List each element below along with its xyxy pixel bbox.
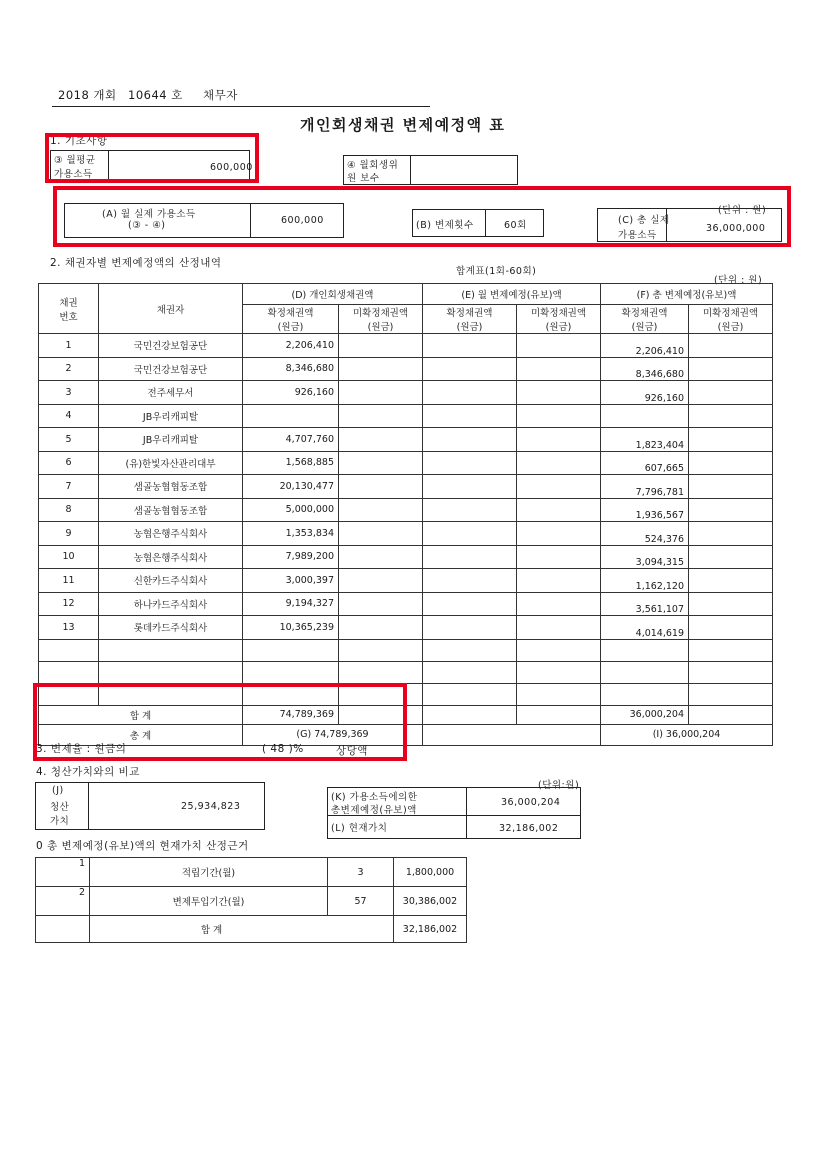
creditor-row: [39, 498, 773, 522]
unconfirmed-claim: [339, 522, 423, 546]
total-unconfirmed: [689, 404, 773, 428]
creditor-row: [39, 475, 773, 499]
creditor-no: 5: [39, 428, 99, 452]
creditor-no: 2: [39, 357, 99, 381]
creditor-name: 하나카드주식회사: [99, 592, 243, 616]
total-confirmed: 926,160: [601, 381, 689, 405]
repayment-rate: ( 48 )%: [262, 743, 304, 755]
sum-d-value: 74,789,369: [243, 705, 339, 724]
monthly-confirmed: [423, 381, 517, 405]
confirmed-claim: [243, 404, 339, 428]
col-f-header: (F) 총 변제예정(유보)액: [601, 284, 773, 305]
confirmed-claim: 4,707,760: [243, 428, 339, 452]
total-unconfirmed: [689, 522, 773, 546]
total-confirmed: 1,936,567: [601, 498, 689, 522]
trustee-fee-label: ④ 월회생위: [347, 160, 399, 171]
creditor-no: 12: [39, 592, 99, 616]
sum-f-value: 36,000,204: [601, 705, 689, 724]
header-underline: [52, 106, 430, 107]
creditor-row: [39, 522, 773, 546]
confirmed-claim: 2,206,410: [243, 334, 339, 358]
total-unconfirmed: [689, 428, 773, 452]
confirmed-claim: 9,194,327: [243, 592, 339, 616]
year-label: 2018 개회: [58, 88, 117, 102]
section2-subtitle: 합계표(1회-60회): [456, 266, 537, 277]
monthly-unconfirmed: [517, 498, 601, 522]
monthly-unconfirmed: [517, 428, 601, 452]
unconfirmed-claim: [339, 545, 423, 569]
unconfirmed-claim: [339, 569, 423, 593]
creditor-no: 8: [39, 498, 99, 522]
monthly-confirmed: [423, 334, 517, 358]
creditor-no: 9: [39, 522, 99, 546]
pv-sum-label: 합 계: [90, 916, 394, 943]
sub-header-confirmed: 확정채권액 (원금): [243, 305, 339, 334]
l-value: 32,186,002: [499, 823, 559, 834]
creditor-row: [39, 451, 773, 475]
a-label-2: (③ - ④): [128, 220, 166, 231]
confirmed-claim: 8,346,680: [243, 357, 339, 381]
creditor-row: [39, 428, 773, 452]
total-unconfirmed: [689, 545, 773, 569]
pv-sum-value: 32,186,002: [394, 916, 467, 943]
sub-header-unconfirmed: 미확정채권액 (원금): [517, 305, 601, 334]
creditor-name: 국민건강보험공단: [99, 334, 243, 358]
total-confirmed: 2,206,410: [601, 334, 689, 358]
sub-header-unconfirmed: 미확정채권액 (원금): [339, 305, 423, 334]
creditor-name: 농협은행주식회사: [99, 545, 243, 569]
creditor-row: [39, 592, 773, 616]
confirmed-claim: 7,989,200: [243, 545, 339, 569]
creditor-name: 전주세무서: [99, 381, 243, 405]
unconfirmed-claim: [339, 357, 423, 381]
total-confirmed: 4,014,619: [601, 616, 689, 640]
sum-label: 합 계: [39, 705, 243, 724]
k-value: 36,000,204: [501, 797, 561, 808]
unconfirmed-claim: [339, 616, 423, 640]
monthly-unconfirmed: [517, 404, 601, 428]
confirmed-claim: 10,365,239: [243, 616, 339, 640]
k-label: (K) 가용소득에의한: [331, 792, 418, 803]
monthly-unconfirmed: [517, 545, 601, 569]
creditor-no: 1: [39, 334, 99, 358]
case-number: 10644 호: [128, 88, 183, 102]
c-label: (C) 총 실제: [618, 215, 670, 226]
monthly-confirmed: [423, 475, 517, 499]
creditor-name: JB우리캐피탈: [99, 404, 243, 428]
sub-header-unconfirmed: 미확정채권액 (원금): [689, 305, 773, 334]
creditor-name: 샘골농협협동조합: [99, 498, 243, 522]
creditor-table: [38, 283, 773, 746]
monthly-confirmed: [423, 428, 517, 452]
monthly-unconfirmed: [517, 451, 601, 475]
total-unconfirmed: [689, 451, 773, 475]
creditor-no: 3: [39, 381, 99, 405]
total-confirmed: 524,376: [601, 522, 689, 546]
c-label-2: 가용소득: [618, 230, 657, 241]
total-unconfirmed: [689, 357, 773, 381]
total-unconfirmed: [689, 498, 773, 522]
b-value: 60회: [504, 220, 527, 231]
monthly-confirmed: [423, 545, 517, 569]
confirmed-claim: 20,130,477: [243, 475, 339, 499]
confirmed-claim: 5,000,000: [243, 498, 339, 522]
a-label: (A) 월 실제 가용소득: [102, 209, 196, 220]
confirmed-claim: 1,568,885: [243, 451, 339, 475]
creditor-no: 11: [39, 569, 99, 593]
monthly-confirmed: [423, 498, 517, 522]
total-confirmed: 3,561,107: [601, 592, 689, 616]
pv-row-no: 1: [36, 858, 90, 887]
confirmed-claim: 926,160: [243, 381, 339, 405]
unconfirmed-claim: [339, 475, 423, 499]
monthly-unconfirmed: [517, 381, 601, 405]
total-confirmed: 3,094,315: [601, 545, 689, 569]
creditor-row: [39, 357, 773, 381]
total-i-value: (I) 36,000,204: [601, 724, 773, 745]
sub-header-confirmed: 확정채권액 (원금): [601, 305, 689, 334]
monthly-unconfirmed: [517, 334, 601, 358]
monthly-confirmed: [423, 404, 517, 428]
total-g-value: (G) 74,789,369: [243, 724, 423, 745]
pv-row-label: 적립기간(월): [90, 858, 328, 887]
creditor-name: 농협은행주식회사: [99, 522, 243, 546]
total-confirmed: 7,796,781: [601, 475, 689, 499]
unconfirmed-claim: [339, 404, 423, 428]
total-unconfirmed: [689, 569, 773, 593]
section2-unit: (단위 : 원): [714, 275, 763, 286]
total-unconfirmed: [689, 381, 773, 405]
creditor-no: 10: [39, 545, 99, 569]
monthly-confirmed: [423, 569, 517, 593]
pv-row-no: 2: [36, 887, 90, 916]
creditor-no: 6: [39, 451, 99, 475]
highlight-totals: [33, 683, 407, 761]
total-confirmed: 8,346,680: [601, 357, 689, 381]
monthly-unconfirmed: [517, 569, 601, 593]
unconfirmed-claim: [339, 592, 423, 616]
monthly-confirmed: [423, 357, 517, 381]
creditor-row: [39, 616, 773, 640]
total-confirmed: 607,665: [601, 451, 689, 475]
j-label-2: 청산: [50, 802, 70, 813]
j-value: 25,934,823: [181, 801, 241, 812]
section1-unit: (단위 : 원): [718, 205, 767, 216]
unconfirmed-claim: [339, 451, 423, 475]
j-label-3: 가치: [50, 816, 70, 827]
col-creditor-header: 채권자: [99, 284, 243, 334]
monthly-unconfirmed: [517, 357, 601, 381]
j-label: (J): [52, 785, 64, 796]
creditor-row: [39, 404, 773, 428]
creditor-name: JB우리캐피탈: [99, 428, 243, 452]
monthly-unconfirmed: [517, 522, 601, 546]
sub-header-confirmed: 확정채권액 (원금): [423, 305, 517, 334]
creditor-name: 롯데카드주식회사: [99, 616, 243, 640]
k-label-2: 총변제예정(유보)액: [331, 805, 417, 816]
creditor-row: [39, 545, 773, 569]
pv-row-value: 1,800,000: [394, 858, 467, 887]
total-confirmed: [601, 404, 689, 428]
pv-row-label: 변제투입기간(월): [90, 887, 328, 916]
pv-row-months: 3: [328, 858, 394, 887]
empty-row: [39, 661, 773, 683]
section1-heading: 1. 기초사항: [50, 135, 108, 147]
rate-suffix: 상당액: [336, 745, 368, 757]
a-value: 600,000: [281, 215, 324, 226]
creditor-no: 4: [39, 404, 99, 428]
pv-row-months: 57: [328, 887, 394, 916]
creditor-name: 신한카드주식회사: [99, 569, 243, 593]
total-unconfirmed: [689, 592, 773, 616]
monthly-confirmed: [423, 451, 517, 475]
col-e-header: (E) 월 변제예정(유보)액: [423, 284, 601, 305]
total-unconfirmed: [689, 334, 773, 358]
highlight-available-income: [53, 186, 791, 247]
total-unconfirmed: [689, 475, 773, 499]
total-label: 총 계: [39, 724, 243, 745]
col-d-header: (D) 개인회생채권액: [243, 284, 423, 305]
creditor-row: [39, 334, 773, 358]
total-confirmed: 1,162,120: [601, 569, 689, 593]
document-title: 개인회생채권 변제예정액 표: [300, 116, 506, 134]
creditor-row: [39, 381, 773, 405]
creditor-name: (유)한빛자산관리대부: [99, 451, 243, 475]
b-label: (B) 변제횟수: [416, 220, 474, 231]
creditor-name: 샘골농협협동조합: [99, 475, 243, 499]
unconfirmed-claim: [339, 381, 423, 405]
highlight-avg-income: [45, 133, 259, 183]
monthly-unconfirmed: [517, 616, 601, 640]
section3-heading: 3. 변제율 : 원금의: [36, 743, 127, 755]
total-confirmed: 1,823,404: [601, 428, 689, 452]
section2-heading: 2. 채권자별 변제예정액의 산정내역: [50, 257, 222, 269]
section5-heading: 0 총 변제예정(유보)액의 현재가치 산정근거: [36, 840, 249, 852]
present-value-table: [35, 857, 467, 943]
avg-income-label-2: 가용소득: [54, 169, 93, 180]
monthly-confirmed: [423, 522, 517, 546]
total-unconfirmed: [689, 616, 773, 640]
unconfirmed-claim: [339, 428, 423, 452]
monthly-confirmed: [423, 592, 517, 616]
trustee-fee-label-2: 원 보수: [347, 173, 380, 184]
monthly-unconfirmed: [517, 475, 601, 499]
creditor-no: 7: [39, 475, 99, 499]
monthly-unconfirmed: [517, 592, 601, 616]
l-label: (L) 현재가치: [331, 823, 388, 834]
confirmed-claim: 1,353,834: [243, 522, 339, 546]
pv-row-value: 30,386,002: [394, 887, 467, 916]
creditor-no: 13: [39, 616, 99, 640]
creditor-name: 국민건강보험공단: [99, 357, 243, 381]
confirmed-claim: 3,000,397: [243, 569, 339, 593]
empty-row: [39, 639, 773, 661]
creditor-row: [39, 569, 773, 593]
avg-income-label: ③ 월평균: [54, 155, 96, 166]
section4-heading: 4. 청산가치와의 비교: [36, 766, 140, 778]
col-no-header: 채권 번호: [39, 284, 99, 334]
unconfirmed-claim: [339, 334, 423, 358]
c-value: 36,000,000: [706, 223, 766, 234]
section4-unit: (단위:원): [538, 780, 580, 791]
party-label: 채무자: [203, 88, 238, 102]
avg-income-value: 600,000: [210, 162, 253, 173]
monthly-confirmed: [423, 616, 517, 640]
unconfirmed-claim: [339, 498, 423, 522]
